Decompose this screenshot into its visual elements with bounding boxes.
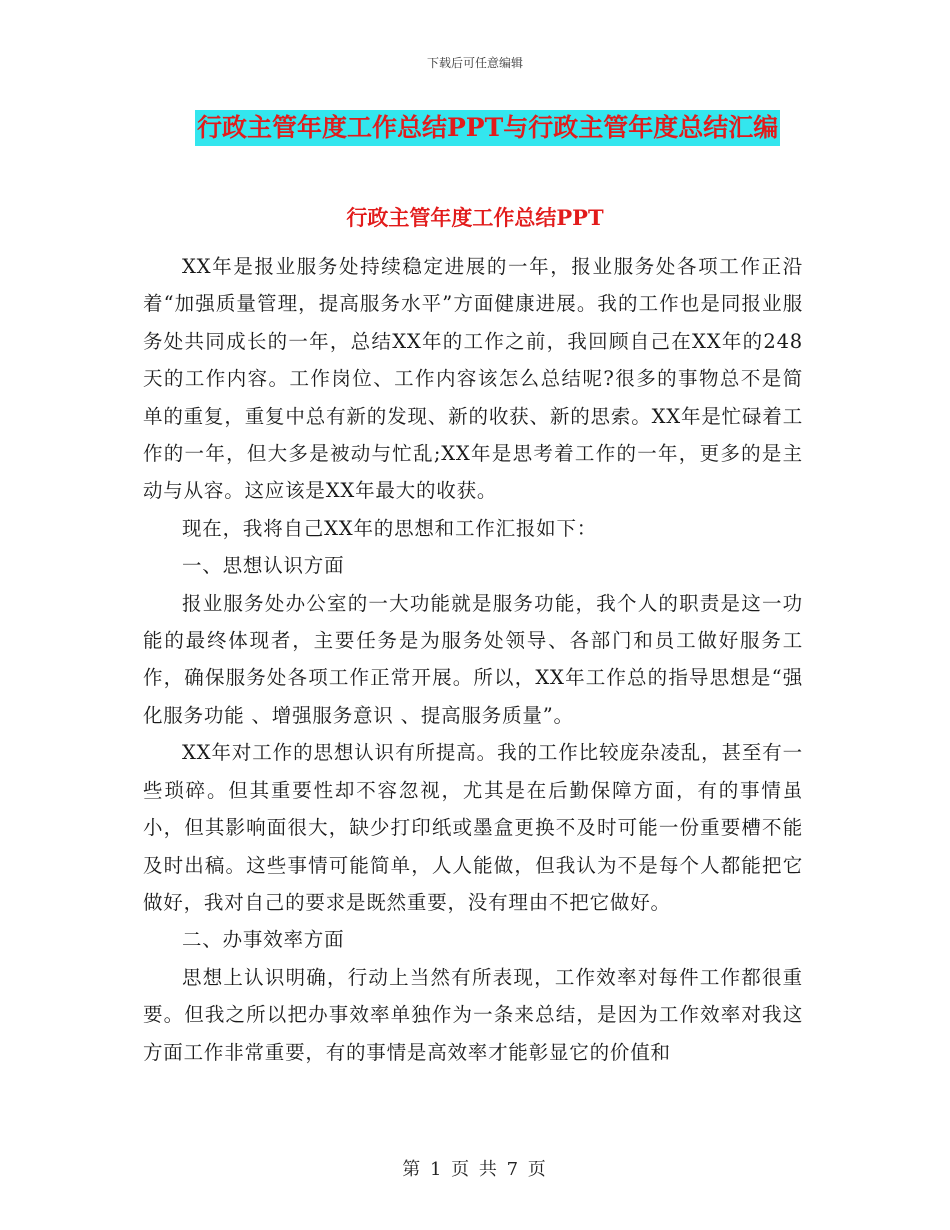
header-note: 下载后可任意编辑	[426, 56, 523, 70]
section-title: 行政主管年度工作总结PPT	[346, 205, 604, 230]
heading-efficiency: 二、办事效率方面	[182, 928, 345, 952]
paragraph-efficiency: 思想上认识明确，行动上当然有所表现，工作效率对每件工作都很重要。但我之所以把办事效率单独作为一条来总结，是因为工作效率对我这方面工作非常重要，有的事情是高效率才能彰显它的价值和	[143, 965, 803, 1064]
paragraph-service-function: 报业服务处办公室的一大功能就是服务功能，我个人的职责是这一功能的最终体现者，主要任务是为服务处领导、各部门和员工做好服务工作，确保服务处各项工作正常开展。所以，XX年工作总的指导思想是“强化服务功能 、增强服务意识 、提高服务质量”。	[143, 591, 803, 727]
paragraph-report-lead: 现在，我将自己XX年的思想和工作汇报如下：	[182, 516, 598, 540]
document-title: 行政主管年度工作总结PPT与行政主管年度总结汇编	[195, 110, 780, 146]
document-body	[143, 248, 803, 1071]
page-number-footer: 第 1 页 共 7 页	[402, 1159, 548, 1180]
heading-thinking: 一、思想认识方面	[182, 554, 345, 578]
paragraph-intro: XX年是报业服务处持续稳定进展的一年，报业服务处各项工作正沿着“加强质量管理，提高服务水平”方面健康进展。我的工作也是同报业服务处共同成长的一年，总结XX年的工作之前，我回顾自己在XX年的248天的工作内容。工作岗位、工作内容该怎么总结呢?很多的事物总不是简单的重复，重复中总有新的发现、新的收获、新的思索。XX年是忙碌着工作的一年，但大多是被动与忙乱;XX年是思考着工作的一年，更多的是主动与从容。这应该是XX年最大的收获。	[143, 255, 803, 503]
paragraph-awareness: XX年对工作的思想认识有所提高。我的工作比较庞杂凌乱，甚至有一些琐碎。但其重要性却不容忽视，尤其是在后勤保障方面，有的事情虽小，但其影响面很大，缺少打印纸或墨盒更换不及时可能一份重要槽不能及时出稿。这些事情可能简单，人人能做，但我认为不是每个人都能把它做好，我对自己的要求是既然重要，没有理由不把它做好。	[143, 741, 803, 914]
